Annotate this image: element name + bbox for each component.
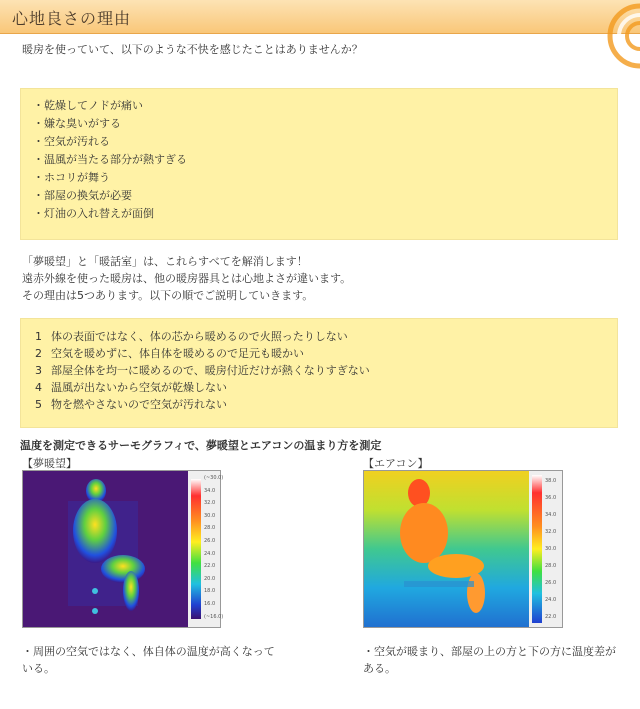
thermography-image-aircon <box>363 470 563 628</box>
thermography-drawing <box>23 471 224 627</box>
paragraph-line: 遠赤外線を使った暖房は、他の暖房器具とは心地よさが違います。 <box>22 272 352 285</box>
reasons-list <box>35 328 617 413</box>
scale-tick: 30.0 <box>204 512 216 519</box>
temperature-scale <box>545 473 561 626</box>
scale-tick: 34.0 <box>204 487 216 494</box>
scale-tick: 26.0 <box>545 580 557 586</box>
reason-number: 1 <box>35 330 42 343</box>
thermography-drawing <box>364 471 562 627</box>
page-title: 心地良さの理由 <box>12 9 132 28</box>
reason-number: 4 <box>35 381 42 394</box>
reason-number: 3 <box>35 364 42 377</box>
list-item: ・灯油の入れ替えが面倒 <box>33 207 154 220</box>
scale-tick: (~16.0) <box>204 613 224 620</box>
list-item: ・嫌な臭いがする <box>33 117 121 130</box>
list-item <box>35 379 617 396</box>
list-item: ・部屋の換気が必要 <box>33 189 132 202</box>
reason-number: 2 <box>35 347 42 360</box>
label-aircon: 【エアコン】 <box>363 457 429 470</box>
reasons-box <box>20 318 618 428</box>
scale-tick: 18.0 <box>204 588 216 595</box>
comparison-title: 温度を測定できるサーモグラフィで、夢暖望とエアコンの温まり方を測定 <box>20 439 382 452</box>
scale-tick: 24.0 <box>204 550 216 557</box>
reason-number: 5 <box>35 398 42 411</box>
label-mudanbo: 【夢暖望】 <box>22 457 77 470</box>
scale-tick: 32.0 <box>545 529 557 535</box>
list-item: ・乾燥してノドが痛い <box>33 99 143 112</box>
thermography-image-mudanbo <box>22 470 224 628</box>
list-item: ・ホコリが舞う <box>33 171 110 184</box>
list-item: ・空気が汚れる <box>33 135 110 148</box>
reason-text: 部屋全体を均一に暖めるので、暖房付近だけが熱くなりすぎない <box>51 364 370 377</box>
scale-tick: 28.0 <box>204 525 216 532</box>
symptoms-list <box>33 97 617 223</box>
list-item <box>35 396 617 413</box>
list-item <box>35 328 617 345</box>
scale-tick: 30.0 <box>545 546 557 552</box>
section-header <box>0 0 640 34</box>
paragraph-line: その理由は5つあります。以下の順でご説明していきます。 <box>22 289 314 302</box>
symptoms-box <box>20 88 618 240</box>
reason-text: 物を燃やさないので空気が汚れない <box>51 398 227 411</box>
scale-tick: 16.0 <box>204 600 216 607</box>
scale-tick: 32.0 <box>204 500 216 507</box>
paragraph-line: 「夢暖望」と「暖話室」は、これらすべてを解消します！ <box>22 255 308 268</box>
scale-tick: 22.0 <box>204 563 216 570</box>
reason-text: 温風が出ないから空気が乾燥しない <box>51 381 227 394</box>
temperature-scale <box>204 472 224 623</box>
scale-tick: 26.0 <box>204 537 216 544</box>
reason-text: 体の表面ではなく、体の芯から暖めるので火照ったりしない <box>51 330 348 343</box>
scale-tick: 34.0 <box>545 512 557 518</box>
list-item <box>35 362 617 379</box>
list-item <box>35 345 617 362</box>
solution-paragraph <box>22 253 351 304</box>
caption-aircon: ・空気が暖まり、部屋の上の方と下の方に温度差がある。 <box>363 645 616 675</box>
scale-tick: 28.0 <box>545 563 557 569</box>
scale-tick: 22.0 <box>545 614 557 620</box>
scale-tick: 38.0 <box>545 478 557 484</box>
scale-tick: 20.0 <box>204 575 216 582</box>
caption-mudanbo: ・周囲の空気ではなく、体自体の温度が高くなっている。 <box>22 645 275 675</box>
circle-deco-icon <box>580 0 640 33</box>
scale-tick: (~30.0) <box>204 475 224 481</box>
intro-text: 暖房を使っていて、以下のような不快を感じたことはありませんか？ <box>22 43 363 56</box>
list-item: ・温風が当たる部分が熱すぎる <box>33 153 187 166</box>
reason-text: 空気を暖めずに、体自体を暖めるので足元も暖かい <box>51 347 304 360</box>
scale-tick: 24.0 <box>545 597 557 603</box>
scale-tick: 36.0 <box>545 495 557 501</box>
